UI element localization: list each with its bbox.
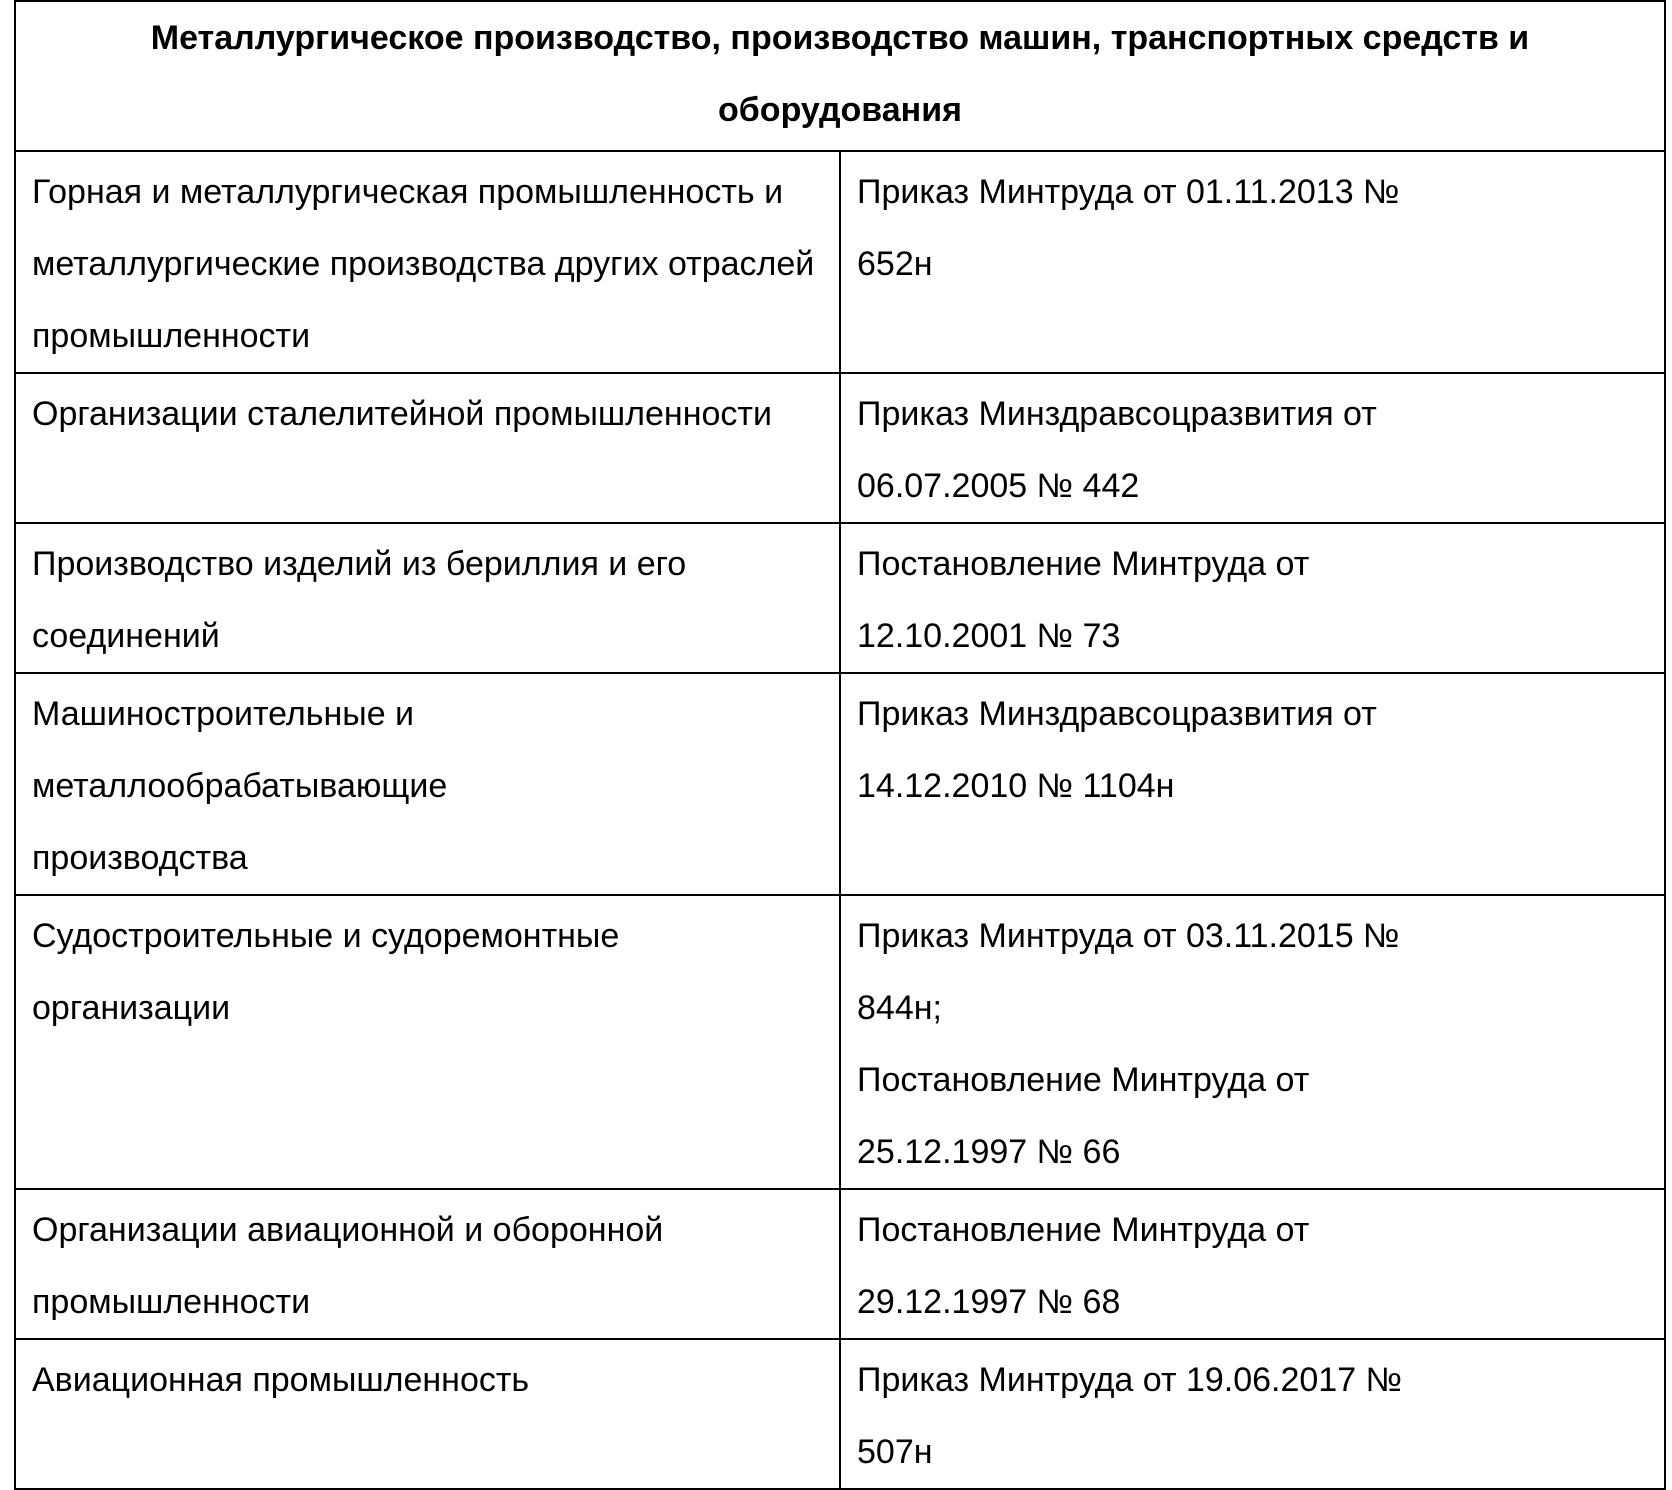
industry-line: металлургические производства других отраслей <box>32 245 815 283</box>
document-cell <box>840 673 1665 895</box>
document-cell <box>840 523 1665 673</box>
industry-cell <box>15 523 840 673</box>
industry-line: промышленности <box>32 1283 311 1321</box>
industry-line: Производство изделий из бериллия и его соединений <box>32 545 687 655</box>
industry-line: Судостроительные и судоремонтные организации <box>32 917 620 1027</box>
document-line: Приказ Минздравсоцразвития от <box>857 395 1377 433</box>
table-row <box>15 151 1665 373</box>
document-cell <box>840 373 1665 523</box>
industry-cell <box>15 1339 840 1489</box>
table-row <box>15 1339 1665 1489</box>
industry-cell <box>15 673 840 895</box>
table-title-line: оборудования <box>718 91 962 129</box>
table-row <box>15 373 1665 523</box>
table-continuation <box>14 1386 1666 1396</box>
document-cell <box>840 151 1665 373</box>
document-line: Постановление Минтруда от <box>857 1061 1310 1099</box>
industry-line: производства <box>32 839 248 877</box>
document-line: 14.12.2010 № 1104н <box>857 767 1175 805</box>
document-cell <box>840 1339 1665 1489</box>
industry-line: Горная и металлургическая промышленность и <box>32 173 784 211</box>
industry-cell <box>15 151 840 373</box>
document-line: Приказ Минздравсоцразвития от <box>857 695 1377 733</box>
table-row <box>15 895 1665 1189</box>
industry-line: Организации авиационной и оборонной <box>32 1211 664 1249</box>
regulations-table <box>14 0 1666 1490</box>
document-line: Постановление Минтруда от <box>857 545 1310 583</box>
industry-line: Авиационная промышленность <box>32 1361 530 1399</box>
industry-cell <box>15 895 840 1189</box>
table-row <box>15 523 1665 673</box>
document-line: 652н <box>857 245 933 283</box>
document-line: 844н; <box>857 989 942 1027</box>
document-line: Приказ Минтруда от 03.11.2015 № <box>857 917 1400 955</box>
industry-cell <box>15 373 840 523</box>
document-cell <box>840 895 1665 1189</box>
industry-line: Организации сталелитейной промышленности <box>32 395 772 433</box>
industry-line: Машиностроительные и металлообрабатывающие <box>32 695 448 805</box>
document-line: 06.07.2005 № 442 <box>857 467 1140 505</box>
document-line: 12.10.2001 № 73 <box>857 617 1121 655</box>
document-line: 25.12.1997 № 66 <box>857 1133 1121 1171</box>
table-row <box>15 673 1665 895</box>
table-row <box>15 1189 1665 1339</box>
table-title-line: Металлургическое производство, производство машин, транспортных средств и <box>150 19 1530 57</box>
document-line: 29.12.1997 № 68 <box>857 1283 1121 1321</box>
document-line: Постановление Минтруда от <box>857 1211 1310 1249</box>
document-line: Приказ Минтруда от 19.06.2017 № <box>857 1361 1403 1399</box>
industry-line: промышленности <box>32 317 311 355</box>
document-cell <box>840 1189 1665 1339</box>
table-title <box>15 1 1665 151</box>
industry-cell <box>15 1189 840 1339</box>
document-line: 507н <box>857 1433 933 1471</box>
table-header-row <box>15 1 1665 151</box>
document-line: Приказ Минтруда от 01.11.2013 № <box>857 173 1400 211</box>
